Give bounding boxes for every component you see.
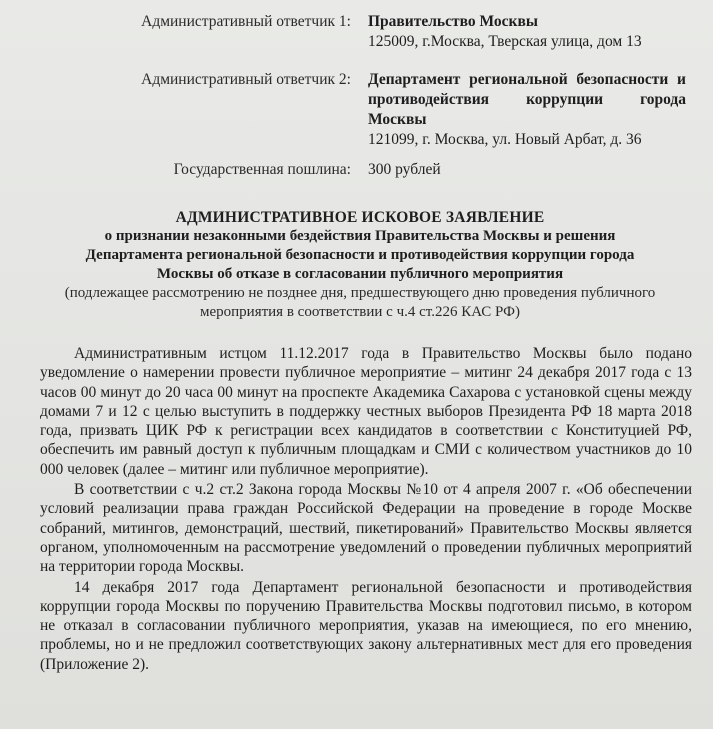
respondent-1-details	[368, 12, 686, 52]
respondent-2-name-line3: Москвы	[368, 111, 427, 128]
title-heading: АДМИНИСТРАТИВНОЕ ИСКОВОЕ ЗАЯВЛЕНИЕ	[175, 209, 545, 226]
respondent-2-label: Административный ответчик 2:	[141, 71, 351, 88]
respondent-1-address: 125009, г.Москва, Тверская улица, дом 13	[368, 33, 642, 50]
respondent-1-label: Административный ответчик 1:	[141, 13, 351, 30]
document-title	[40, 208, 680, 322]
title-line-3: Москвы об отказе в согласовании публичного мероприятия	[156, 266, 564, 282]
respondent-2-address: 121099, г. Москва, ул. Новый Арбат, д. 36	[368, 131, 642, 148]
title-note-line-1: (подлежащее рассмотрению не позднее дня, предшествующего дню проведения публичного	[64, 285, 656, 301]
body-paragraph-2: В соответствии с ч.2 ст.2 Закона города Москвы №10 от 4 апреля 2007 г. «Об обеспечении условий реализации права граждан Российской Федерации на проведение в городе Москве собраний, митингов, демонстраций, шествий, пикетирований» Правительство Москвы является органом, уполномоченным на рассмотрение уведомлений о проведении публичных мероприятий на территории города Москвы.	[40, 481, 692, 576]
respondent-2-name-line2: противодействия коррупции города	[368, 91, 686, 108]
respondent-2-name-line1: Департамент региональной безопасности и	[368, 71, 686, 88]
respondent-1-name: Правительство Москвы	[368, 13, 538, 30]
title-note-line-2: мероприятия в соответствии с ч.4 ст.226 КАС РФ)	[200, 304, 520, 320]
title-line-1: о признании незаконными бездействия Правительства Москвы и решения	[104, 228, 616, 244]
title-line-2: Департамента региональной безопасности и противодействия коррупции города	[85, 247, 635, 263]
fee-value: 300 рублей	[368, 161, 441, 178]
body-paragraph-3: 14 декабря 2017 года Департамент региональной безопасности и противодействия коррупции города Москвы по поручению Правительства Москвы подготовил письмо, в котором не отказал в согласовании публичного мероприятия, указав на имеющиеся, по его мнению, проблемы, но и не предложил соответствующих закону альтернативных мест для его проведения (Приложение 2).	[40, 578, 692, 673]
fee-label: Государственная пошлина:	[173, 161, 351, 178]
respondent-2-details	[368, 70, 686, 150]
body-paragraph-1: Административным истцом 11.12.2017 года в Правительство Москвы было подано уведомление о намерении провести публичное мероприятие – митинг 24 декабря 2017 года с 13 часов 00 минут до 20 часа 00 минут на проспекте Академика Сахарова с установкой сцены между домами 7 и 12 с целью выступить в поддержку честных выборов Президента РФ 18 марта 2018 года, призвать ЦИК РФ к регистрации всех кандидатов в соответствии с Конституцией РФ, обеспечить им равный доступ к публичным площадкам и СМИ с количеством участников до 10 000 человек (далее – митинг или публичное мероприятие).	[40, 345, 692, 478]
document-body	[40, 344, 692, 674]
